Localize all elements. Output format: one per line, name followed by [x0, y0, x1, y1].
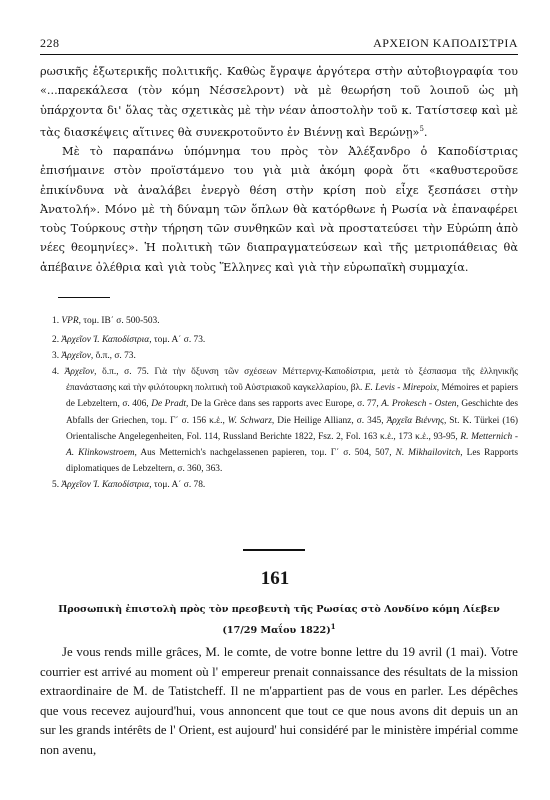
greek-paragraph-2: Μὲ τὸ παραπάνω ὑπόμνημα του πρὸς τὸν Ἀλέξανδρο ὁ Καποδίστριας ἐπισήμαινε στὸν προϊστάμενο του γιὰ μιὰ ἀκόμη φορὰ ὅτι «καθυστεροῦσε ἐπικίνδυνα νὰ ἀναλάβει ἐνεργὸ θέση στὴν κρίση ποὺ εἶχε ξεσπάσει στὴν Ἀνατολή». Μόνο μὲ τὴ δύναμη τῶν ὅπλων θὰ κατόρθωνε ἡ Ρωσία νὰ ἐπαναφέρει τοὺς Τούρκους στὴν τήρηση τῶν συνθηκῶν καὶ νὰ προστατεύσει τὴν Εὐρώπη ἀπὸ νέες θεομηνίες». Ἡ πολιτικὴ τῶν διαπραγματεύσεων καὶ τῆς μετριοπάθειας θὰ ἀπέβαινε ὀλέθρια καὶ γιὰ τοὺς Ἕλληνες καὶ γιὰ τὴν εὐρωπαϊκὴ συμμαχία. [40, 144, 518, 274]
greek-paragraph-1: ρωσικῆς ἐξωτερικῆς πολιτικῆς. Καθὼς ἔγραψε ἀργότερα στὴν αὐτοβιογραφία του «...παρεκάλεσα (τὸν κόμη Νέσσελροντ) νὰ μὲ θεωρήση τοῦ λοιποῦ ὡς μὴ ὑπάρχοντα δι' ὅλας τὰς σχετικὰς μὲ τὴν νέαν ἀποστολὴν τοῦ κ. Τατίστσεφ καὶ μὲ τὰς διασκέψεις αἵτινες θὰ συνεκροτοῦντο ἐν Βιέννῃ καὶ Βερώνῃ»$^5$. [40, 65, 518, 139]
footnote-text: , τομ. ΙΒ΄ σ. 500-503. [78, 316, 160, 326]
french-letter-text [40, 643, 518, 761]
footnote-text: , Mémoires et papiers de Lebzeltern, σ. 406, [66, 383, 519, 410]
footnote-text: , Aus Metternich's nachgelassenen papieren, τομ. Γ΄ σ. 504, 507, [134, 447, 396, 458]
footnote-number: 5. [52, 479, 60, 490]
title-footnote-ref: 1 [330, 622, 336, 631]
document-date: (17/29 Μαΐου 1822) [222, 625, 331, 637]
footnote-number: 2. [52, 335, 60, 346]
footnote-text: , ὅ.π., σ. 75. Γιὰ τὴν ὄξυνση τῶν σχέσεων Μέττερνιχ-Καποδίστρια, μετὰ τὸ ξέσπασμα τῆς ἑλληνικῆς ἐπανάστασης καὶ τὴν φιλότουρκη πολιτικὴ τοῦ Αὐστριακοῦ καγκελλαρίου, βλ. [66, 367, 519, 394]
footnote-text: , Die Heilige Allianz, σ. 345, [271, 415, 387, 426]
footnote-text: , τομ. Α΄ σ. 73. [149, 335, 206, 346]
footnote-citation-italic: W. Schwarz [227, 415, 272, 426]
footnote-text: , Les Rapports diplomatiques de Lebzeltern, σ. 360, 363. [66, 447, 519, 474]
footnote-citation-italic: Ἀρχεῖον Ἰ. Καποδίστρια [61, 335, 150, 346]
footnote-text: , τομ. Α΄ σ. 78. [149, 479, 206, 490]
footnote-text: , ὅ.π., σ. 73. [90, 351, 136, 362]
footnote-2 [40, 332, 518, 348]
footnote-citation-italic: R. Metternich - A. Klinkowstroem [66, 431, 518, 458]
page-number: 228 [40, 36, 60, 50]
footnote-text: , De la Grèce dans ses rapports avec Europe, σ. 77, [186, 399, 382, 410]
header-rule [40, 54, 518, 55]
footnote-number: 1. [52, 316, 60, 326]
footnote-number: 4. [52, 367, 60, 378]
footnotes [40, 313, 518, 493]
document-title [40, 601, 518, 639]
footnote-5 [40, 477, 518, 493]
footnote-text: , Geschichte des Abfalls der Griechen, τομ. Γ΄ σ. 156 κ.ἑ., [66, 399, 518, 426]
footnote-citation-italic: De Pradt [151, 399, 186, 410]
document-title-line: Προσωπικὴ ἐπιστολὴ πρὸς τὸν πρεσβευτὴ τῆς Ρωσίας στὸ Λονδίνο κόμη Λίεβεν [58, 604, 500, 615]
footnote-citation-italic: Ἀρχεῖον Ἰ. Καποδίστρια [61, 479, 150, 490]
footnote-rule [58, 297, 110, 298]
footnote-citation-italic: N. Mikhailovitch [395, 447, 461, 458]
footnote-3 [40, 348, 518, 364]
document-number: 161 [260, 568, 290, 589]
document-date-line [40, 618, 518, 639]
footnote-citation-italic: Ἀρχεῖον [61, 351, 91, 362]
footnote-citation-italic: Ἀρχεῖα Βιέννης [386, 415, 444, 426]
greek-body-text [40, 62, 518, 277]
footnote-citation-italic: Ἀρχεῖον [64, 367, 95, 378]
footnote-text: , St. K. Türkei (16) Orientalische Angelegenheiten, Fol. 114, Russland Berichte 1822, Fsz. 2, Fol. 163 κ.ἑ., 173 κ.ἑ., 93-95, [66, 415, 518, 442]
footnote-number: 3. [52, 351, 60, 362]
footnote-citation-italic: VPR [61, 316, 79, 326]
french-paragraph: Je vous rends mille grâces, M. le comte, de votre bonne lettre du 19 avril (1 mai). Votre courrier est arrivé au moment où l' empereur prenait connaissance des résultats de la mission extraordinaire de M. de Tatistcheff. Il ne m'appartient pas de vous en parler. Les dépêches que vous recevez aujourd'hui, vous annoncent que tout ce que nous avons dit depuis un an sur les grands intérêts de l' Orient, est aujourd' hui considéré par le ministère impérial comme non avenu, [40, 645, 518, 757]
footnote-1 [40, 313, 518, 329]
section-separator [243, 549, 305, 551]
footnote-citation-italic: E. Levis - Mirepoix [364, 383, 437, 394]
greek-paragraph-1-text: ρωσικῆς ἐξωτερικῆς πολιτικῆς. Καθὼς ἔγραψε ἀργότερα στὴν αὐτοβιογραφία του «...παρεκάλεσα (τὸν κόμη Νέσσελροντ) νὰ μὲ θεωρήση τοῦ λοιποῦ ὡς μὴ ὑπάρχοντα δι' ὅλας τὰς σχετικὰς μὲ τὴν νέαν ἀποστολὴν τοῦ κ. Τατίστσεφ καὶ μὲ τὰς διασκέψεις αἵτινες θὰ συνεκροτοῦντο ἐν Βιέννῃ καὶ Βερώνῃ» [40, 65, 518, 139]
footnote-ref-5: 5 [419, 124, 424, 133]
running-head [40, 36, 518, 51]
running-title: ΑΡΧΕΙΟΝ ΚΑΠΟΔΙΣΤΡΙΑ [373, 36, 518, 50]
footnote-4 [40, 364, 518, 477]
footnote-citation-italic: A. Prokesch - Osten [381, 399, 457, 410]
